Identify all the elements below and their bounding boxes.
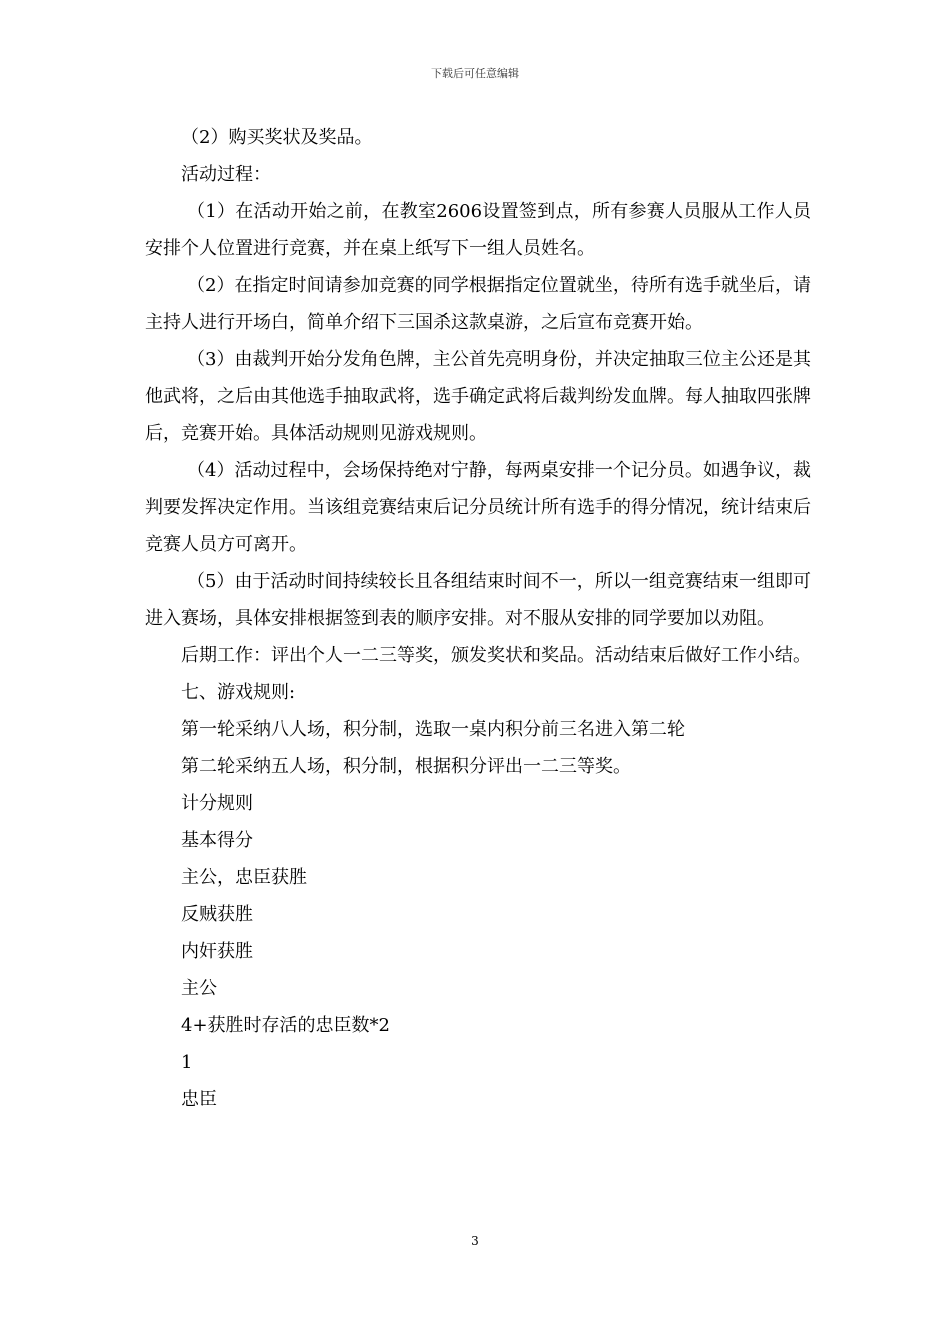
paragraph: 第二轮采纳五人场，积分制，根据积分评出一二三等奖。: [181, 756, 631, 777]
page-header: 下载后可任意编辑: [431, 67, 519, 80]
paragraph: 主公，忠臣获胜: [181, 867, 307, 888]
paragraph: 内奸获胜: [181, 941, 253, 962]
section-heading: 七、游戏规则:: [181, 682, 296, 703]
paragraph: 4+获胜时存活的忠臣数*2: [181, 1015, 390, 1036]
paragraph: 基本得分: [181, 830, 253, 851]
paragraph: （4）活动过程中，会场保持绝对宁静，每两桌安排一个记分员。如遇争议，裁判要发挥决定作用。当该组竞赛结束后记分员统计所有选手的得分情况，统计结束后竞赛人员方可离开。: [145, 460, 811, 555]
paragraph: （3）由裁判开始分发角色牌，主公首先亮明身份，并决定抽取三位主公还是其他武将，之后由其他选手抽取武将，选手确定武将后裁判纷发血牌。每人抽取四张牌后，竞赛开始。具体活动规则见游戏规则。: [145, 349, 811, 444]
paragraph: 主公: [181, 978, 217, 999]
paragraph: （2）在指定时间请参加竞赛的同学根据指定位置就坐，待所有选手就坐后，请主持人进行开场白，简单介绍下三国杀这款桌游，之后宣布竞赛开始。: [145, 275, 811, 333]
paragraph: 反贼获胜: [181, 904, 253, 925]
paragraph: 忠臣: [181, 1089, 217, 1110]
paragraph: 第一轮采纳八人场，积分制，选取一桌内积分前三名进入第二轮: [181, 719, 685, 740]
paragraph: （2）购买奖状及奖品。: [181, 127, 373, 148]
paragraph: （1）在活动开始之前，在教室2606设置签到点，所有参赛人员服从工作人员安排个人位置进行竞赛，并在桌上纸写下一组人员姓名。: [145, 201, 811, 259]
paragraph: 活动过程：: [181, 164, 271, 185]
paragraph: （5）由于活动时间持续较长且各组结束时间不一，所以一组竞赛结束一组即可进入赛场，具体安排根据签到表的顺序安排。对不服从安排的同学要加以劝阻。: [145, 571, 811, 629]
document-body: [145, 119, 811, 1118]
paragraph: 计分规则: [181, 793, 253, 814]
page-number: 3: [471, 1234, 479, 1248]
paragraph: 后期工作：评出个人一二三等奖，颁发奖状和奖品。活动结束后做好工作小结。: [181, 645, 811, 666]
paragraph: 1: [181, 1052, 193, 1073]
